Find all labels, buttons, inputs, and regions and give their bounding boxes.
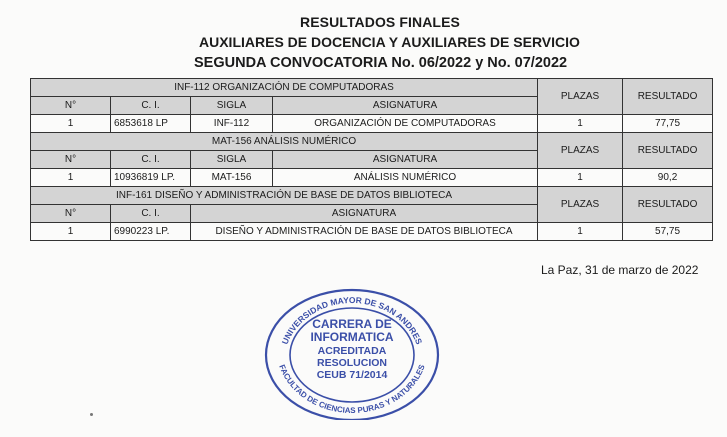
- department-seal: [262, 285, 442, 420]
- seal-line-4: RESOLUCION: [316, 357, 388, 369]
- seal-line-2: INFORMATICA: [310, 330, 394, 344]
- title-line-3: SEGUNDA CONVOCATORIA No. 06/2022 y No. 07/2022: [194, 55, 568, 71]
- ci-header: C. I.: [111, 97, 191, 115]
- row-resultado: 90,2: [623, 169, 713, 187]
- asignatura-header: ASIGNATURA: [273, 151, 538, 169]
- row-asignatura: ORGANIZACIÓN DE COMPUTADORAS: [273, 115, 538, 133]
- section-header-row: [31, 79, 713, 97]
- section-header-row: [31, 133, 713, 151]
- resultado-header: RESULTADO: [623, 133, 713, 169]
- ci-header: C. I.: [111, 205, 191, 223]
- seal-bottom-arc-text: FACULTAD DE CIENCIAS PURAS Y NATURALES: [277, 363, 427, 416]
- seal-line-1: CARRERA DE: [312, 317, 392, 331]
- section-title: INF-112 ORGANIZACIÓN DE COMPUTADORAS: [31, 79, 538, 97]
- asignatura-header: ASIGNATURA: [273, 97, 538, 115]
- row-resultado: 77,75: [623, 115, 713, 133]
- row-ci: 6990223 LP.: [111, 223, 191, 241]
- row-ci: 6853618 LP: [111, 115, 191, 133]
- row-num: 1: [31, 169, 111, 187]
- row-asignatura: ANÁLISIS NUMÉRICO: [273, 169, 538, 187]
- num-header: N°: [31, 97, 111, 115]
- row-plazas: 1: [538, 115, 623, 133]
- resultado-header: RESULTADO: [623, 79, 713, 115]
- table-row: [31, 115, 713, 133]
- date-text: La Paz, 31 de marzo de 2022: [541, 263, 699, 277]
- table-row: [31, 223, 713, 241]
- seal-top-arc-text: UNIVERSIDAD MAYOR DE SAN ANDRES: [279, 294, 425, 346]
- results-table: [30, 78, 713, 241]
- section-title: MAT-156 ANÁLISIS NUMÉRICO: [31, 133, 538, 151]
- row-ci: 10936819 LP.: [111, 169, 191, 187]
- title-line-1: RESULTADOS FINALES: [300, 14, 460, 30]
- section-title: INF-161 DISEÑO Y ADMINISTRACIÓN DE BASE DE DATOS BIBLIOTECA: [31, 187, 538, 205]
- sigla-header: SIGLA: [191, 97, 273, 115]
- plazas-header: PLAZAS: [538, 133, 623, 169]
- row-num: 1: [31, 223, 111, 241]
- row-resultado: 57,75: [623, 223, 713, 241]
- plazas-header: PLAZAS: [538, 79, 623, 115]
- asignatura-header: ASIGNATURA: [191, 205, 538, 223]
- ci-header: C. I.: [111, 151, 191, 169]
- sigla-header: SIGLA: [191, 151, 273, 169]
- plazas-header: PLAZAS: [538, 187, 623, 223]
- speck: [90, 413, 93, 416]
- row-num: 1: [31, 115, 111, 133]
- title-line-2: AUXILIARES DE DOCENCIA Y AUXILIARES DE SERVICIO: [199, 34, 580, 50]
- seal-line-5: CEUB 71/2014: [316, 369, 388, 381]
- row-asignatura: DISEÑO Y ADMINISTRACIÓN DE BASE DE DATOS BIBLIOTECA: [191, 223, 538, 241]
- seal-line-3: ACREDITADA: [317, 345, 387, 357]
- num-header: N°: [31, 151, 111, 169]
- row-sigla: INF-112: [191, 115, 273, 133]
- row-sigla: MAT-156: [191, 169, 273, 187]
- section-header-row: [31, 187, 713, 205]
- resultado-header: RESULTADO: [623, 187, 713, 223]
- table-row: [31, 169, 713, 187]
- row-plazas: 1: [538, 169, 623, 187]
- num-header: N°: [31, 205, 111, 223]
- row-plazas: 1: [538, 223, 623, 241]
